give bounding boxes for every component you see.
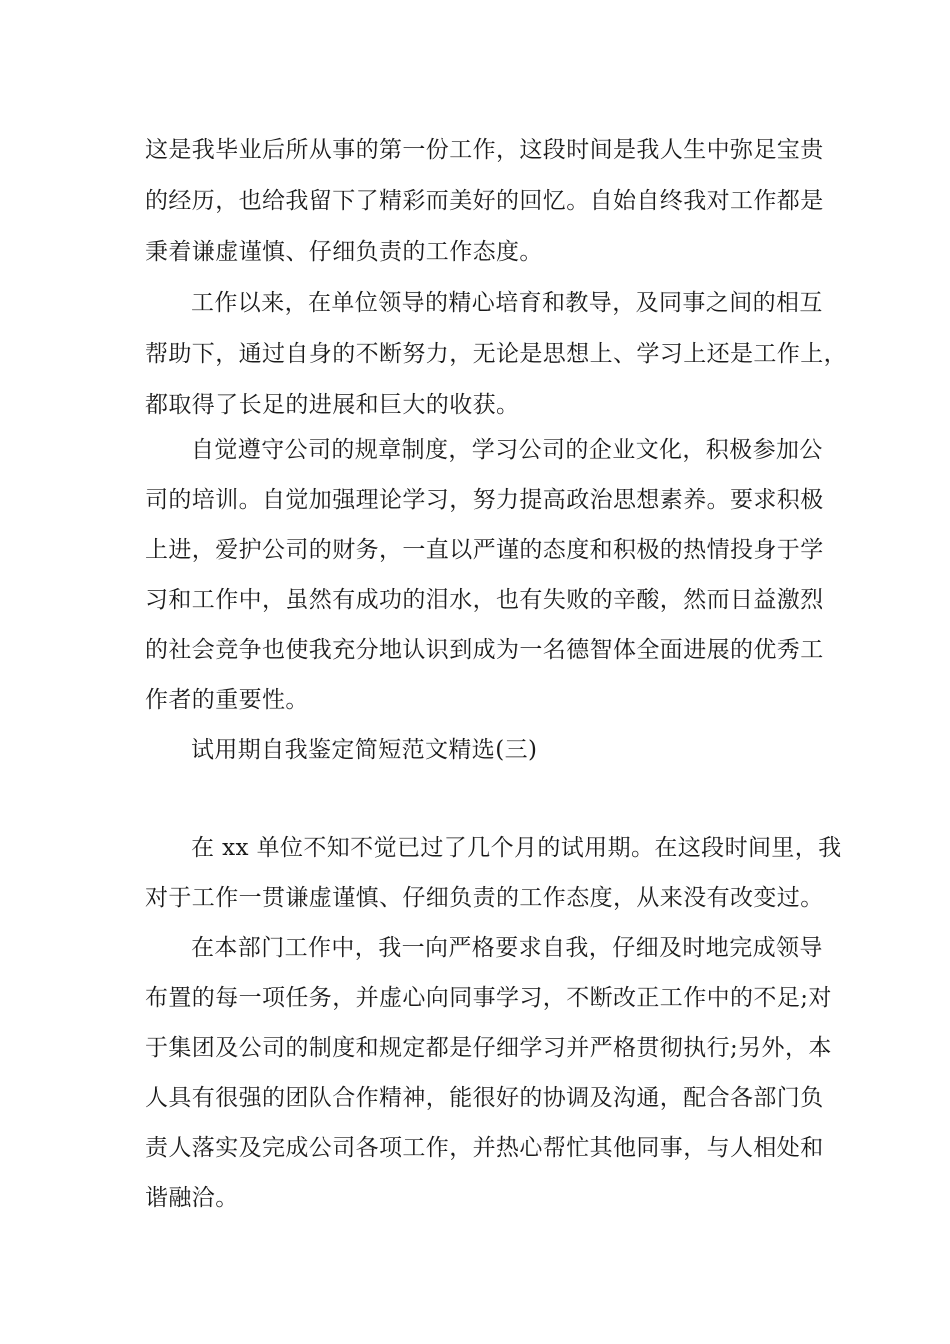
text-line: 自觉遵守公司的规章制度，学习公司的企业文化，积极参加公 (191, 437, 823, 463)
text-line: 谐融洽。 (145, 1185, 239, 1211)
text-line: 布置的每一项任务，并虚心向同事学习，不断改正工作中的不足;对 (145, 985, 832, 1011)
text-line: 上进，爱护公司的财务，一直以严谨的态度和积极的热情投身于学 (145, 537, 824, 563)
text-line: 责人落实及完成公司各项工作，并热心帮忙其他同事，与人相处和 (145, 1135, 824, 1161)
text-line: 帮助下，通过自身的不断努力，无论是思想上、学习上还是工作上， (145, 341, 847, 367)
text-line: 工作以来，在单位领导的精心培育和教导，及同事之间的相互 (191, 290, 823, 316)
text-line: 在 xx 单位不知不觉已过了几个月的试用期。在这段时间里，我 (191, 835, 842, 861)
text-line: 的经历，也给我留下了精彩而美好的回忆。自始自终我对工作都是 (145, 188, 824, 214)
text-line: 对于工作一贯谦虚谨慎、仔细负责的工作态度，从来没有改变过。 (145, 885, 824, 911)
section-title: 试用期自我鉴定简短范文精选(三) (191, 737, 538, 763)
text-line: 于集团及公司的制度和规定都是仔细学习并严格贯彻执行;另外，本 (145, 1035, 832, 1061)
text-line: 习和工作中，虽然有成功的泪水，也有失败的辛酸，然而日益激烈 (145, 587, 824, 613)
text-line: 司的培训。自觉加强理论学习，努力提高政治思想素养。要求积极 (145, 487, 824, 513)
text-line: 的社会竞争也使我充分地认识到成为一名德智体全面进展的优秀工 (145, 637, 824, 663)
text-line: 在本部门工作中，我一向严格要求自我，仔细及时地完成领导 (191, 935, 823, 961)
text-line: 都取得了长足的进展和巨大的收获。 (145, 392, 520, 418)
text-line: 这是我毕业后所从事的第一份工作，这段时间是我人生中弥足宝贵 (145, 137, 824, 163)
text-line: 人具有很强的团队合作精神，能很好的协调及沟通，配合各部门负 (145, 1085, 824, 1111)
text-line: 秉着谦虚谨慎、仔细负责的工作态度。 (145, 239, 543, 265)
text-line: 作者的重要性。 (145, 687, 309, 713)
